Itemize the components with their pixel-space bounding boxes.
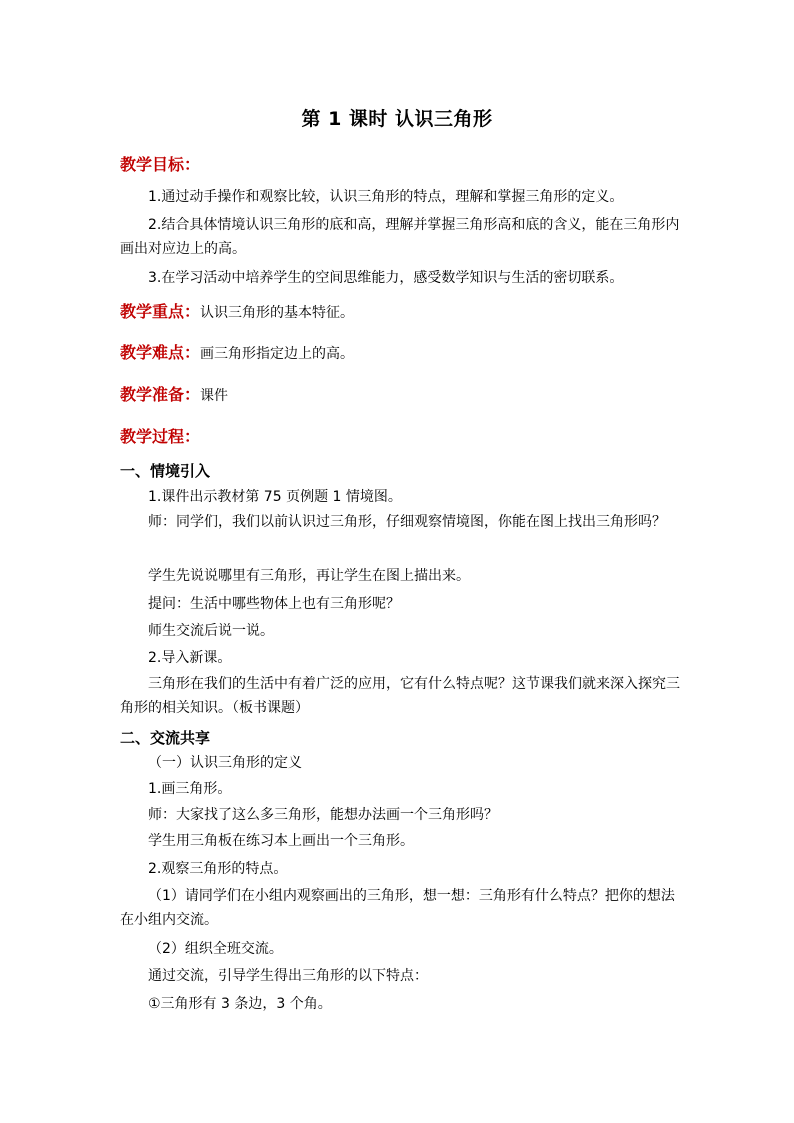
key-point-text: 认识三角形的基本特征。: [200, 305, 355, 321]
goal-item-3: 3.在学习活动中培养学生的空间思维能力，感受数学知识与生活的密切联系。: [148, 270, 624, 286]
section-1-paragraph: 学生先说说哪里有三角形，再让学生在图上描出来。: [148, 568, 470, 584]
goals-heading: 教学目标：: [120, 155, 201, 174]
goal-item-2: 2.结合具体情境认识三角形的底和高，理解并掌握三角形高和底的含义，能在三角形内画出对应边上的高。: [120, 217, 680, 257]
process-heading: 教学过程：: [120, 427, 201, 446]
goal-item-1: 1.通过动手操作和观察比较，认识三角形的特点，理解和掌握三角形的定义。: [148, 189, 624, 205]
preparation-line: [120, 382, 228, 405]
section-2-paragraph: （一）认识三角形的定义: [148, 755, 302, 771]
section-1-paragraph: 1.课件出示教材第 75 页例题 1 情境图。: [148, 489, 402, 505]
section-2-paragraph: 学生用三角板在练习本上画出一个三角形。: [148, 833, 414, 849]
section-1-title: 一、情境引入: [120, 462, 211, 480]
section-1-paragraph: 师生交流后说一说。: [148, 623, 274, 639]
section-2-title: 二、交流共享: [120, 729, 211, 747]
section-1-paragraph: 2.导入新课。: [148, 650, 232, 666]
difficulty-text: 画三角形指定边上的高。: [200, 346, 355, 362]
section-1-paragraph: 提问：生活中哪些物体上也有三角形呢？: [148, 596, 400, 612]
section-1-paragraph: 师：同学们，我们以前认识过三角形，仔细观察情境图，你能在图上找出三角形吗？: [148, 514, 666, 530]
section-2-paragraph: 师：大家找了这么多三角形，能想办法画一个三角形吗？: [148, 807, 498, 823]
difficulty-heading: 教学难点：: [120, 343, 201, 362]
page-title: 第 1 课时 认识三角形: [301, 108, 493, 130]
section-2-paragraph: （2）组织全班交流。: [148, 941, 283, 957]
difficulty-line: [120, 340, 354, 363]
key-point-line: [120, 299, 354, 322]
section-2-paragraph: 2.观察三角形的特点。: [148, 861, 288, 877]
preparation-heading: 教学准备：: [120, 385, 201, 404]
section-2-paragraph: 1.画三角形。: [148, 781, 232, 797]
section-1-paragraph: 三角形在我们的生活中有着广泛的应用，它有什么特点呢？这节课我们就来深入探究三角形的相关知识。（板书课题）: [120, 676, 680, 716]
section-2-paragraph: ①三角形有 3 条边，3 个角。: [148, 996, 332, 1012]
section-2-paragraph: 通过交流，引导学生得出三角形的以下特点：: [148, 968, 428, 984]
preparation-text: 课件: [200, 388, 229, 404]
section-2-paragraph: （1）请同学们在小组内观察画出的三角形，想一想：三角形有什么特点？把你的想法在小组内交流。: [120, 888, 675, 928]
key-point-heading: 教学重点：: [120, 302, 201, 321]
